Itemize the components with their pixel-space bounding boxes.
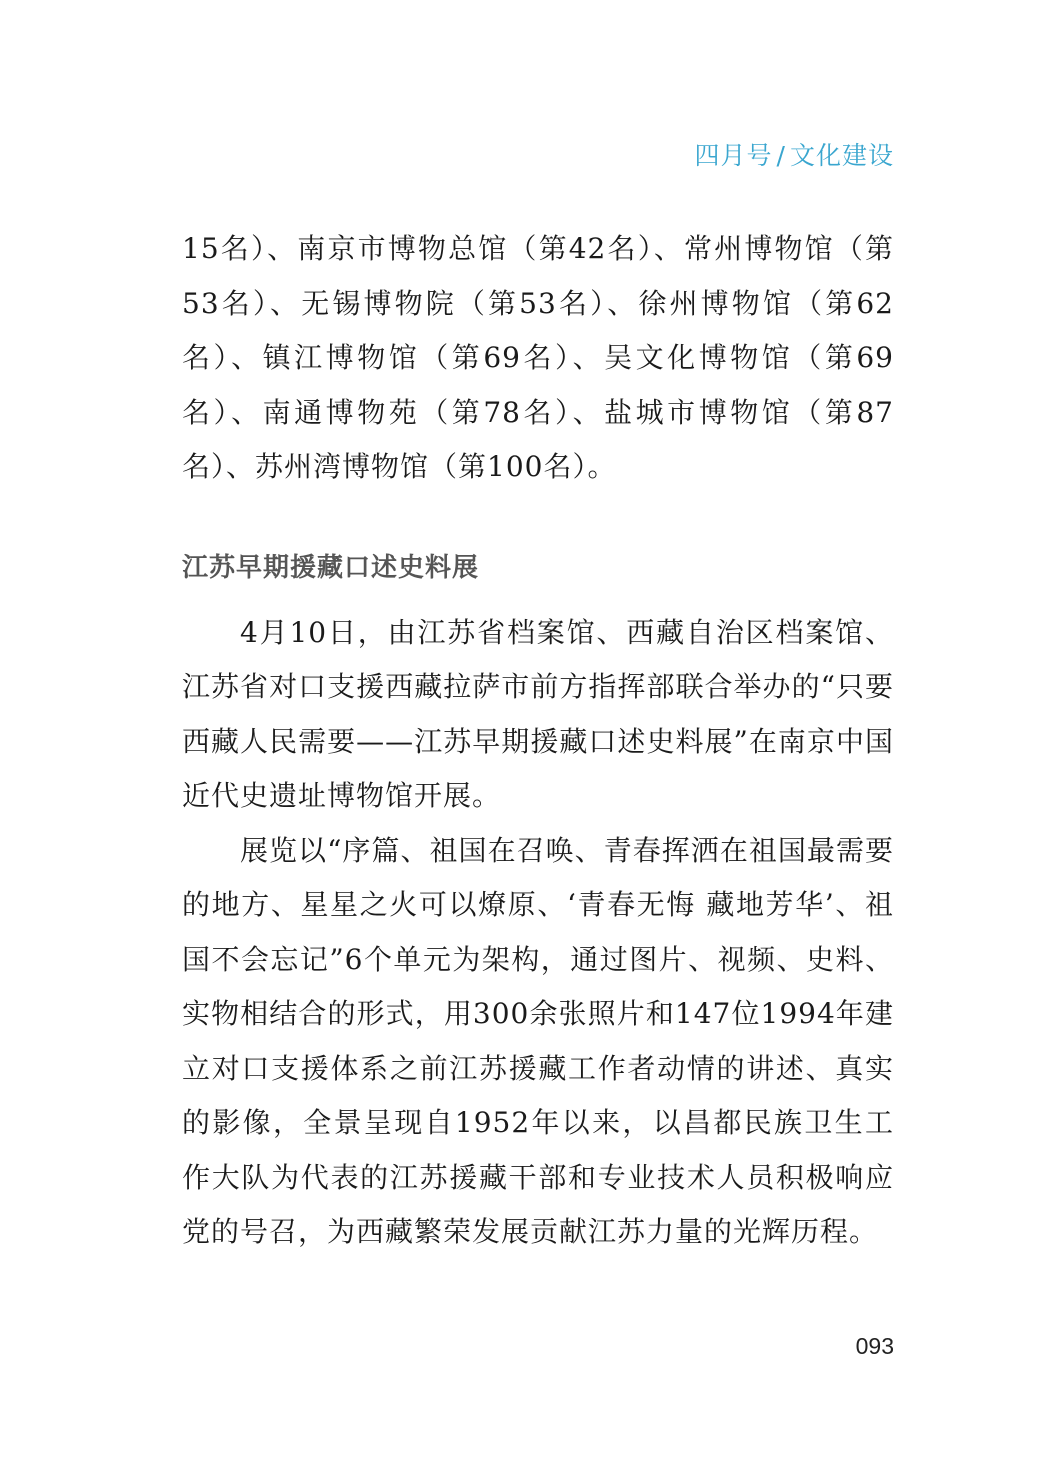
- section-label: 文化建设: [789, 141, 894, 170]
- page-number: 093: [855, 1333, 894, 1359]
- section-heading: 江苏早期援藏口述史料展: [182, 552, 480, 583]
- body-paragraph-1: 4月10日，由江苏省档案馆、西藏自治区档案馆、江苏省对口支援西藏拉萨市前方指挥部联合举办的“只要西藏人民需要——江苏早期援藏口述史料展”在南京中国近代史遗址博物馆开展。: [182, 615, 894, 812]
- header-separator: /: [776, 141, 786, 170]
- body-paragraph-2: 展览以“序篇、祖国在召唤、青春挥洒在祖国最需要的地方、星星之火可以燎原、‘青春无悔 藏地芳华’、祖国不会忘记”6个单元为架构，通过图片、视频、史料、实物相结合的形式，用300余张照片和147位1994年建立对口支援体系之前江苏援藏工作者动情的讲述、真实的影像，全景呈现自1952年以来，以昌都民族卫生工作大队为代表的江苏援藏干部和专业技术人员积极响应党的号召，为西藏繁荣发展贡献江苏力量的光辉历程。: [182, 833, 894, 1248]
- intro-paragraph: 15名）、南京市博物总馆（第42名）、常州博物馆（第53名）、无锡博物院（第53名）、徐州博物馆（第62名）、镇江博物馆（第69名）、吴文化博物馆（第69名）、南通博物苑（第78名）、盐城市博物馆（第87名）、苏州湾博物馆（第100名）。: [182, 232, 894, 483]
- issue-label: 四月号: [694, 141, 773, 170]
- article-body: [182, 222, 894, 1260]
- running-header: [695, 136, 894, 172]
